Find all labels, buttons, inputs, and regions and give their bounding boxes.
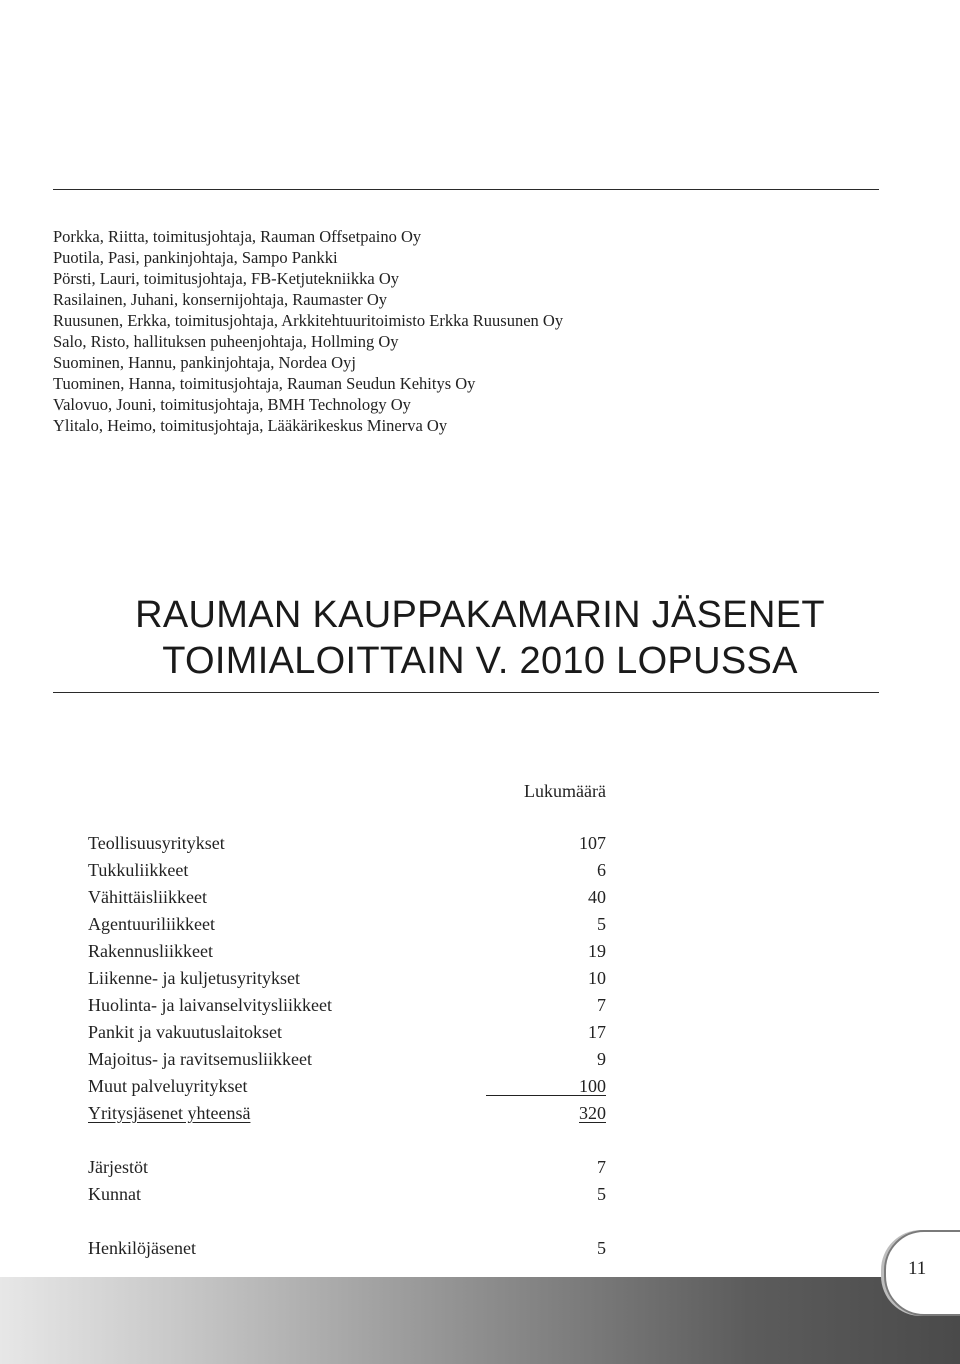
total-label: Yritysjäsenet yhteensä: [88, 1103, 251, 1123]
row-label: Muut palveluyritykset: [88, 1076, 248, 1096]
row-value: 19: [588, 941, 606, 961]
list-item: Suominen, Hannu, pankinjohtaja, Nordea Oyj: [53, 353, 356, 372]
row-label: Henkilöjäsenet: [88, 1238, 196, 1258]
row-label: Pankit ja vakuutuslaitokset: [88, 1022, 282, 1042]
footer-band: [0, 1277, 960, 1364]
row-label: Liikenne- ja kuljetusyritykset: [88, 968, 300, 988]
table-row: [88, 1019, 608, 1046]
heading-divider: [53, 692, 879, 693]
row-value: 5: [597, 1238, 606, 1258]
top-divider: [53, 189, 879, 190]
row-label: Järjestöt: [88, 1157, 148, 1177]
row-value: 100: [579, 1076, 606, 1096]
row-value: 6: [597, 860, 606, 880]
table-row: [88, 1235, 608, 1262]
list-item: Pörsti, Lauri, toimitusjohtaja, FB-Ketjutekniikka Oy: [53, 269, 400, 288]
table-row: [88, 992, 608, 1019]
heading-line-2: TOIMIALOITTAIN V. 2010 LOPUSSA: [162, 640, 798, 682]
row-label: Kunnat: [88, 1184, 141, 1204]
heading-line-1: RAUMAN KAUPPAKAMARIN JÄSENET: [135, 594, 825, 636]
row-value: 10: [588, 968, 606, 988]
row-value: 17: [588, 1022, 606, 1042]
total-value: 320: [579, 1103, 606, 1123]
list-item: Porkka, Riitta, toimitusjohtaja, Rauman Offsetpaino Oy: [53, 227, 422, 246]
table-row: [88, 1154, 608, 1181]
row-label: Rakennusliikkeet: [88, 941, 213, 961]
member-name-list: [53, 226, 563, 436]
table-row: [88, 857, 608, 884]
table-row: [88, 1181, 608, 1208]
row-value: 7: [597, 1157, 606, 1177]
row-value: 5: [597, 914, 606, 934]
list-item: Salo, Risto, hallituksen puheenjohtaja, Hollming Oy: [53, 332, 399, 351]
row-label: Huolinta- ja laivanselvitysliikkeet: [88, 995, 332, 1015]
table-row: [88, 965, 608, 992]
row-value: 107: [579, 833, 606, 853]
list-item: Tuominen, Hanna, toimitusjohtaja, Rauman Seudun Kehitys Oy: [53, 374, 476, 393]
list-item: Ruusunen, Erkka, toimitusjohtaja, Arkkitehtuuritoimisto Erkka Ruusunen Oy: [53, 311, 564, 330]
table-row: [88, 884, 608, 911]
total-row: [88, 1100, 608, 1127]
table-row: [88, 830, 608, 857]
row-label: Teollisuusyritykset: [88, 833, 225, 853]
row-value: 9: [597, 1049, 606, 1069]
row-label: Tukkuliikkeet: [88, 860, 189, 880]
list-item: Rasilainen, Juhani, konsernijohtaja, Raumaster Oy: [53, 290, 388, 309]
table-row: [88, 911, 608, 938]
row-value: 40: [588, 887, 606, 907]
row-label: Vähittäisliikkeet: [88, 887, 207, 907]
section-heading: [0, 592, 960, 684]
row-label: Agentuuriliikkeet: [88, 914, 215, 934]
table-row: [88, 938, 608, 965]
row-label: Majoitus- ja ravitsemusliikkeet: [88, 1049, 312, 1069]
column-header: Lukumäärä: [524, 781, 606, 801]
list-item: Ylitalo, Heimo, toimitusjohtaja, Lääkärikeskus Minerva Oy: [53, 416, 448, 435]
sum-divider: [486, 1095, 606, 1096]
list-item: Valovuo, Jouni, toimitusjohtaja, BMH Technology Oy: [53, 395, 411, 414]
row-value: 7: [597, 995, 606, 1015]
list-item: Puotila, Pasi, pankinjohtaja, Sampo Pankki: [53, 248, 338, 267]
table-row: [88, 1046, 608, 1073]
page-number: 11: [908, 1258, 927, 1279]
row-value: 5: [597, 1184, 606, 1204]
